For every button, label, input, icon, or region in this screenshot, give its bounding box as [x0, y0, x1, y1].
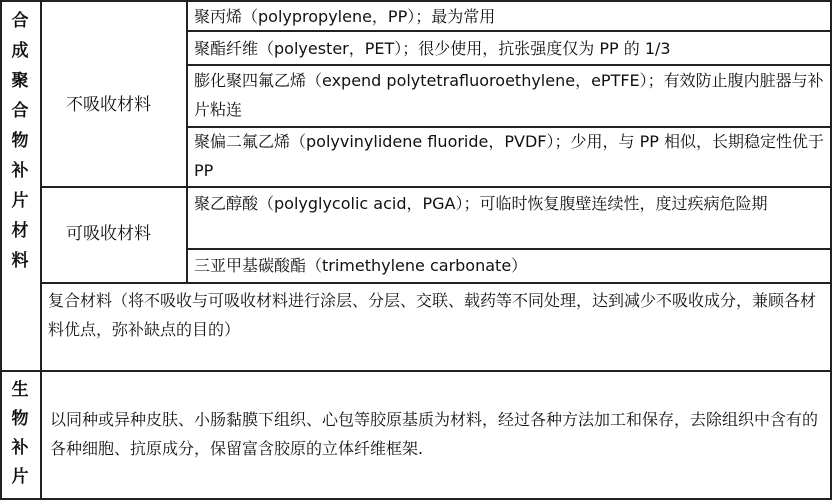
nonabsorbable-label: 不吸收材料 — [66, 95, 151, 115]
material-row-pga: 聚乙醇酸（polyglycolic acid，PGA）；可临时恢复腹壁连续性，度过疾病危险期 — [194, 194, 768, 213]
divider-category-column — [186, 0, 188, 282]
material-row-eptfe: 膨化聚四氟乙烯（expend polytetrafluoroethylene，ePTFE）；有效防止腹内脏器与补片粘连 — [194, 71, 824, 119]
material-row-pvdf: 聚偏二氟乙烯（polyvinylidene fluoride，PVDF）；少用，与 PP 相似，长期稳定性优于 PP — [194, 132, 824, 180]
material-row-pet: 聚酯纤维（polyester，PET）；很少使用，抗张强度仅为 PP 的 1/3 — [194, 39, 671, 58]
row-divider-4 — [40, 186, 832, 188]
synthetic-group-header: 合 成 聚 合 物 补 片 材 料 — [11, 11, 29, 271]
section-divider — [0, 370, 832, 372]
composite-materials: 复合材料（将不吸收与可吸收材料进行涂层、分层、交联、载药等不同处理，达到减少不吸收成分，兼顾各材料优点，弥补缺点的目的） — [48, 291, 817, 339]
row-divider-5 — [186, 248, 832, 250]
material-row-tmc: 三亚甲基碳酸酯（trimethylene carbonate） — [194, 256, 528, 275]
absorbable-label: 可吸收材料 — [66, 224, 151, 244]
biological-description: 以同种或异种皮肤、小肠黏膜下组织、心包等胶原基质为材料，经过各种方法加工和保存，去除组织中含有的各种细胞、抗原成分，保留富含胶原的立体纤维框架. — [50, 410, 819, 458]
biological-group-header: 生 物 补 片 — [11, 380, 29, 487]
row-divider-6 — [40, 282, 832, 284]
material-row-pp: 聚丙烯（polypropylene，PP）；最为常用 — [194, 7, 496, 26]
divider-group-column — [40, 0, 42, 500]
